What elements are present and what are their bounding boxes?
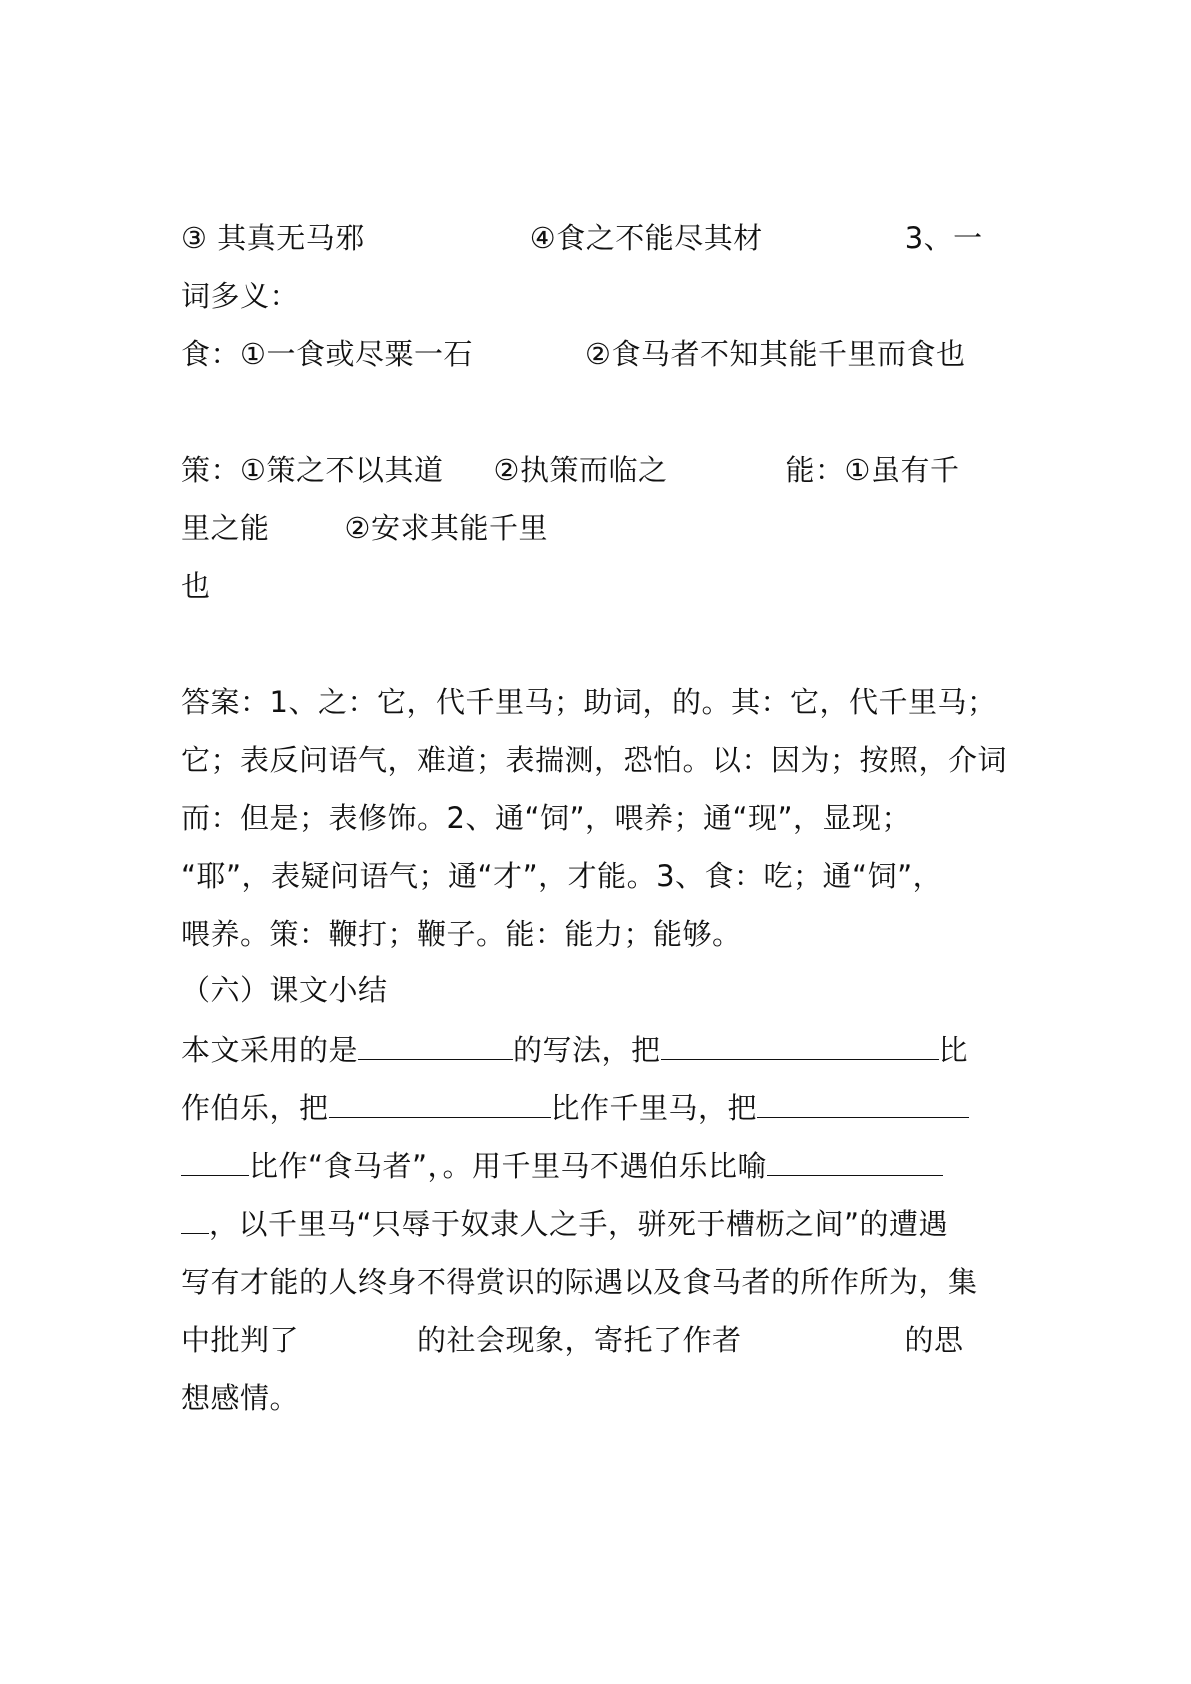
answer-blank[interactable] (181, 1147, 249, 1176)
text-line: 词多义： (181, 279, 300, 313)
answer-line: 它；表反问语气，难道；表揣测，恐怕。以：因为；按照，介词 (181, 743, 1008, 777)
polysemy-entry: ②执策而临之 (493, 453, 668, 487)
text-line (181, 218, 983, 258)
fill-in-line (181, 1088, 969, 1128)
example-sentence: ③ 其真无马邪 (181, 221, 365, 255)
prompt-text: 的思 (904, 1323, 964, 1357)
answer-blank[interactable] (181, 1205, 209, 1234)
prompt-text: 的写法，把 (513, 1033, 661, 1067)
text-line: 想感情。 (181, 1381, 300, 1415)
text-line: 写有才能的人终身不得赏识的际遇以及食马者的所作所为，集 (181, 1265, 978, 1299)
fill-in-line (181, 1030, 968, 1070)
answer-blank[interactable] (358, 1031, 513, 1060)
fill-in-line (181, 1146, 943, 1186)
text-line (181, 508, 548, 548)
answer-blank[interactable] (767, 1147, 943, 1176)
text-line: 也 (181, 569, 211, 603)
polysemy-entry: ②安求其能千里 (344, 511, 549, 545)
answer-line: 答案：1、之：它，代千里马；助词，的。其：它，代千里马； (181, 685, 997, 719)
prompt-text: 作伯乐，把 (181, 1091, 329, 1125)
polysemy-entry: ②食马者不知其能千里而食也 (585, 337, 966, 371)
answer-line: 而：但是；表修饰。2、通“饲”，喂养；通“现”，显现； (181, 801, 912, 835)
answer-blank[interactable] (757, 1089, 969, 1118)
section-heading: （六）课文小结 (181, 973, 388, 1007)
answer-blank[interactable] (661, 1031, 939, 1060)
example-sentence: ④食之不能尽其材 (529, 221, 763, 255)
text-line (181, 450, 960, 490)
text-line (181, 334, 966, 374)
section-heading: 3、一 (904, 221, 983, 255)
prompt-text: 比作千里马，把 (550, 1091, 758, 1125)
polysemy-entry: 策：①策之不以其道 (181, 453, 444, 487)
polysemy-entry: 能：①虽有千 (785, 453, 960, 487)
prompt-text: 比 (938, 1033, 969, 1067)
prompt-text: 本文采用的是 (181, 1033, 359, 1067)
prompt-text: ，以千里马“只辱于奴隶人之手，骈死于槽枥之间”的遭遇 (209, 1207, 949, 1241)
prompt-text: 的社会现象，寄托了作者 (417, 1323, 742, 1357)
fill-in-line (181, 1320, 964, 1360)
answer-line: 喂养。策：鞭打；鞭子。能：能力；能够。 (181, 917, 742, 951)
polysemy-entry: 里之能 (181, 511, 270, 545)
answer-blank[interactable] (329, 1089, 551, 1118)
fill-in-line (181, 1204, 948, 1244)
prompt-text: 中批判了 (181, 1323, 300, 1357)
prompt-text: 比作“食马者”，。用千里马不遇伯乐比喻 (249, 1149, 768, 1183)
answer-line: “耶”，表疑问语气；通“才”，才能。3、食：吃；通“饲”， (181, 859, 943, 893)
polysemy-entry: 食：①一食或尽粟一石 (181, 337, 473, 371)
